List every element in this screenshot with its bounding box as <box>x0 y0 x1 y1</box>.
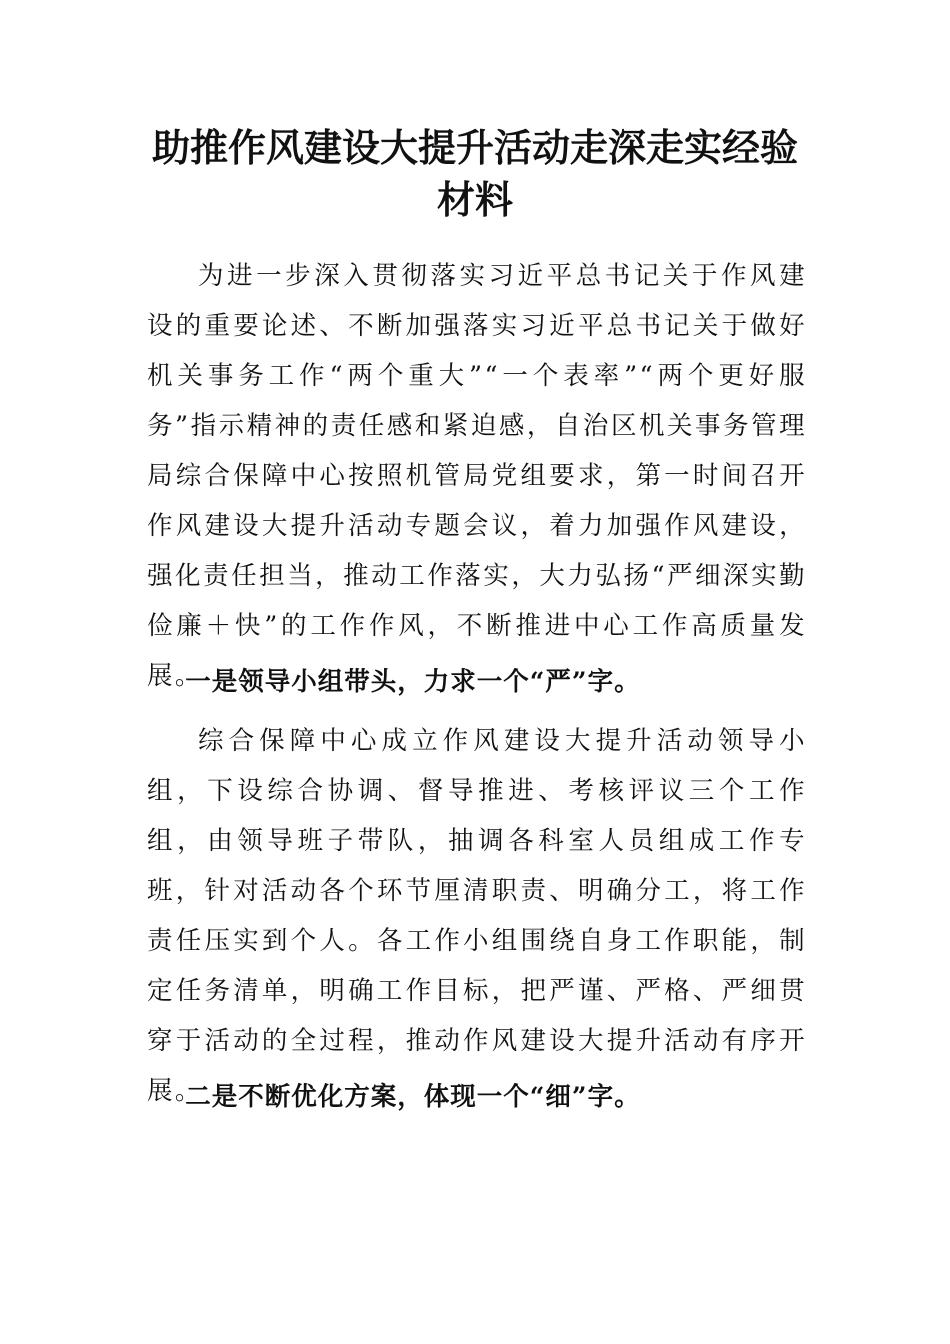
section-heading: 二是不断优化方案，体现一个“细”字。 <box>185 1082 641 1112</box>
body-paragraph: 综合保障中心成立作风建设大提升活动领导小组，下设综合协调、督导推进、考核评议三个工作组，由领导班子带队，抽调各科室人员组成工作专班，针对活动各个环节厘清职责、明确分工，将工作责任压实到个人。各工作小组围绕自身工作职能，制定任务清单，明确工作目标，把严谨、严格、严细贯穿于活动的全过程，推动作风建设大提升活动有序开展。 <box>147 726 807 1106</box>
body-paragraph: 为进一步深入贯彻落实习近平总书记关于作风建设的重要论述、不断加强落实习近平总书记关于做好机关事务工作“两个重大”“一个表率”“两个更好服务”指示精神的责任感和紧迫感，自治区机关事务管理局综合保障中心按照机管局党组要求，第一时间召开作风建设大提升活动专题会议，着力加强作风建设，强化责任担当，推动工作落实，大力弘扬“严细深实勤俭廉＋快”的工作作风，不断推进中心工作高质量发展。 <box>147 261 807 691</box>
section-heading: 一是领导小组带头，力求一个“严”字。 <box>185 667 641 697</box>
document-title: 助推作风建设大提升活动走深走实经验材料 <box>151 125 798 222</box>
